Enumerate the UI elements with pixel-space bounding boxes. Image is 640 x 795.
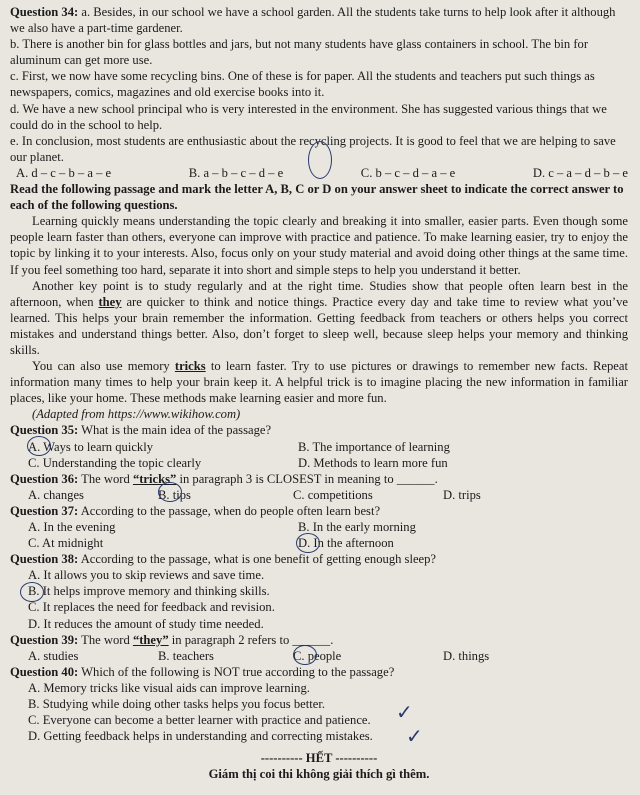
q39-option-a[interactable]: A. studies [28, 648, 79, 663]
question-34 [10, 4, 628, 181]
word-they: they [98, 294, 122, 309]
q37-option-a[interactable]: A. In the evening [28, 520, 116, 534]
q34-item-e: e. In conclusion, most students are enthusiastic about the recycling projects. It is good to feel that we are helping to save our planet. [10, 133, 616, 164]
q36-option-a[interactable]: A. changes [28, 487, 84, 502]
q35-option-d[interactable]: D. Methods to learn more fun [298, 455, 448, 470]
q35-option-c[interactable]: C. Understanding the topic clearly [28, 455, 202, 470]
reading-passage [10, 213, 628, 422]
passage-paragraph-3: You can also use memory tricks to learn faster. Try to use pictures or drawings to remember new facts. Repeat information many times to help your brain keep it. A helpful trick is to imagine placing the new information in familiar places, like your home. These methods make learning easier and more fun. [10, 359, 628, 406]
q34-option-b[interactable]: B. a – b – c – d – e [188, 165, 284, 180]
word-tricks: tricks [174, 359, 206, 374]
q40-option-c[interactable]: C. Everyone can become a better learner with practice and patience. [28, 713, 371, 728]
passage-instruction: Read the following passage and mark the letter A, B, C or D on your answer sheet to indicate the correct answer to each of the following questions. [10, 182, 624, 213]
q40-option-d[interactable]: D. Getting feedback helps in understanding and correcting mistakes. [28, 729, 373, 744]
question-38: Question 38: According to the passage, what is one benefit of getting enough sleep? A. It allows you to skip reviews and save time. B. It helps improve memory and thinking skills. C. It replaces the need for feedback and revision. D. It reduces the amount of study time needed. [10, 551, 628, 631]
q34-option-d[interactable]: D. c – a – d – b – e [532, 165, 628, 180]
q36-option-d[interactable]: D. trips [443, 487, 481, 502]
q35-option-a[interactable]: A. Ways to learn quickly [28, 439, 154, 454]
check-mark-icon: ✓ [396, 700, 413, 724]
q36-option-b[interactable]: B. tips [158, 487, 191, 502]
proctor-note: Giám thị coi thi không giải thích gì thêm. [208, 767, 430, 782]
question-40: Question 40: Which of the following is NOT true according to the passage? A. Memory tricks like visual aids can improve learning. B. Studying while doing other tasks helps you focus better. C. Everyone can become a better learner with practice and patience. D. Getting feedback helps in understanding and correcting mistakes. [10, 664, 628, 744]
q34-options [10, 165, 628, 181]
q38-option-c[interactable]: C. It replaces the need for feedback and revision. [28, 600, 275, 615]
passage-source: (Adapted from https://www.wikihow.com) [32, 407, 241, 422]
q38-option-d[interactable]: D. It reduces the amount of study time needed. [28, 616, 264, 631]
question-37: Question 37: According to the passage, when do people often learn best? A. In the evening B. In the early morning C. At midnight D. In the afternoon [10, 503, 628, 551]
q36-option-c[interactable]: C. competitions [293, 487, 373, 502]
q39-word: “they” [132, 632, 169, 647]
q38-option-a[interactable]: A. It allows you to skip reviews and save time. [28, 568, 265, 583]
q39-option-c[interactable]: C. people [293, 648, 342, 663]
question-39: Question 39: The word “they” in paragraph 2 refers to ______. A. studies B. teachers C. people D. things [10, 632, 628, 664]
q34-option-c[interactable]: C. b – c – d – a – e [360, 165, 456, 180]
q40-option-b[interactable]: B. Studying while doing other tasks helps you focus better. [28, 697, 325, 712]
check-mark-icon: ✓ [406, 724, 423, 748]
q35-option-b[interactable]: B. The importance of learning [298, 439, 450, 454]
q34-option-a[interactable]: A. d – c – b – a – e [16, 165, 112, 180]
passage-paragraph-2: Another key point is to study regularly and at the right time. Studies show that people often learn best in the afternoon, when they are quicker to think and notice things. Practice every day and take time to review what you’ve learned. This helps your brain remember the information. Getting feedback from teachers or others helps you correct mistakes and understand things better. Also, don’t forget to sleep well, because sleep helps your memory and thinking skills. [10, 278, 628, 357]
q37-option-b[interactable]: B. In the early morning [298, 520, 416, 534]
q39-option-d[interactable]: D. things [443, 648, 490, 663]
q40-option-a[interactable]: A. Memory tricks like visual aids can improve learning. [28, 680, 310, 695]
q34-label: Question 34: [10, 5, 79, 19]
q39-option-b[interactable]: B. teachers [158, 648, 214, 663]
end-marker: ---------- HẾT ---------- [260, 751, 378, 766]
q36-word: “tricks” [132, 471, 177, 486]
q37-option-c[interactable]: C. At midnight [28, 536, 104, 551]
q38-option-b[interactable]: B. It helps improve memory and thinking skills. [28, 584, 270, 599]
question-36: Question 36: The word “tricks” in paragraph 3 is CLOSEST in meaning to ______. A. changes B. tips C. competitions D. trips [10, 471, 628, 503]
q34-item-b: b. There is another bin for glass bottles and jars, but not many students have glass containers in school. The bin for aluminum can get more use. [10, 37, 589, 68]
q34-item-d: d. We have a new school principal who is very interested in the environment. She has suggested various things that we could do in the school to help. [10, 101, 607, 132]
q37-option-d[interactable]: D. In the afternoon [298, 536, 394, 551]
passage-paragraph-1: Learning quickly means understanding the topic clearly and breaking it into smaller, easier parts. Even though some people learn faster than others, everyone can improve with practice and patience. To make learning easier, try to enjoy the topic by linking it to your interests. Also, focus only on your study material and avoid doing other things at the same time. If you feel something too hard, separate it into short and simple steps to help you understand it better. [10, 214, 628, 277]
question-35: Question 35: What is the main idea of the passage? A. Ways to learn quickly B. The importance of learning C. Understanding the topic clearly D. Methods to learn more fun [10, 422, 628, 470]
q34-item-c: c. First, we now have some recycling bins. One of these is for paper. All the students and teachers put such things as newspapers, comics, magazines and old exercise books into it. [10, 69, 595, 100]
q34-item-a: a. Besides, in our school we have a school garden. All the students take turns to help look after it although we also have a part-time gardener. [10, 5, 616, 36]
